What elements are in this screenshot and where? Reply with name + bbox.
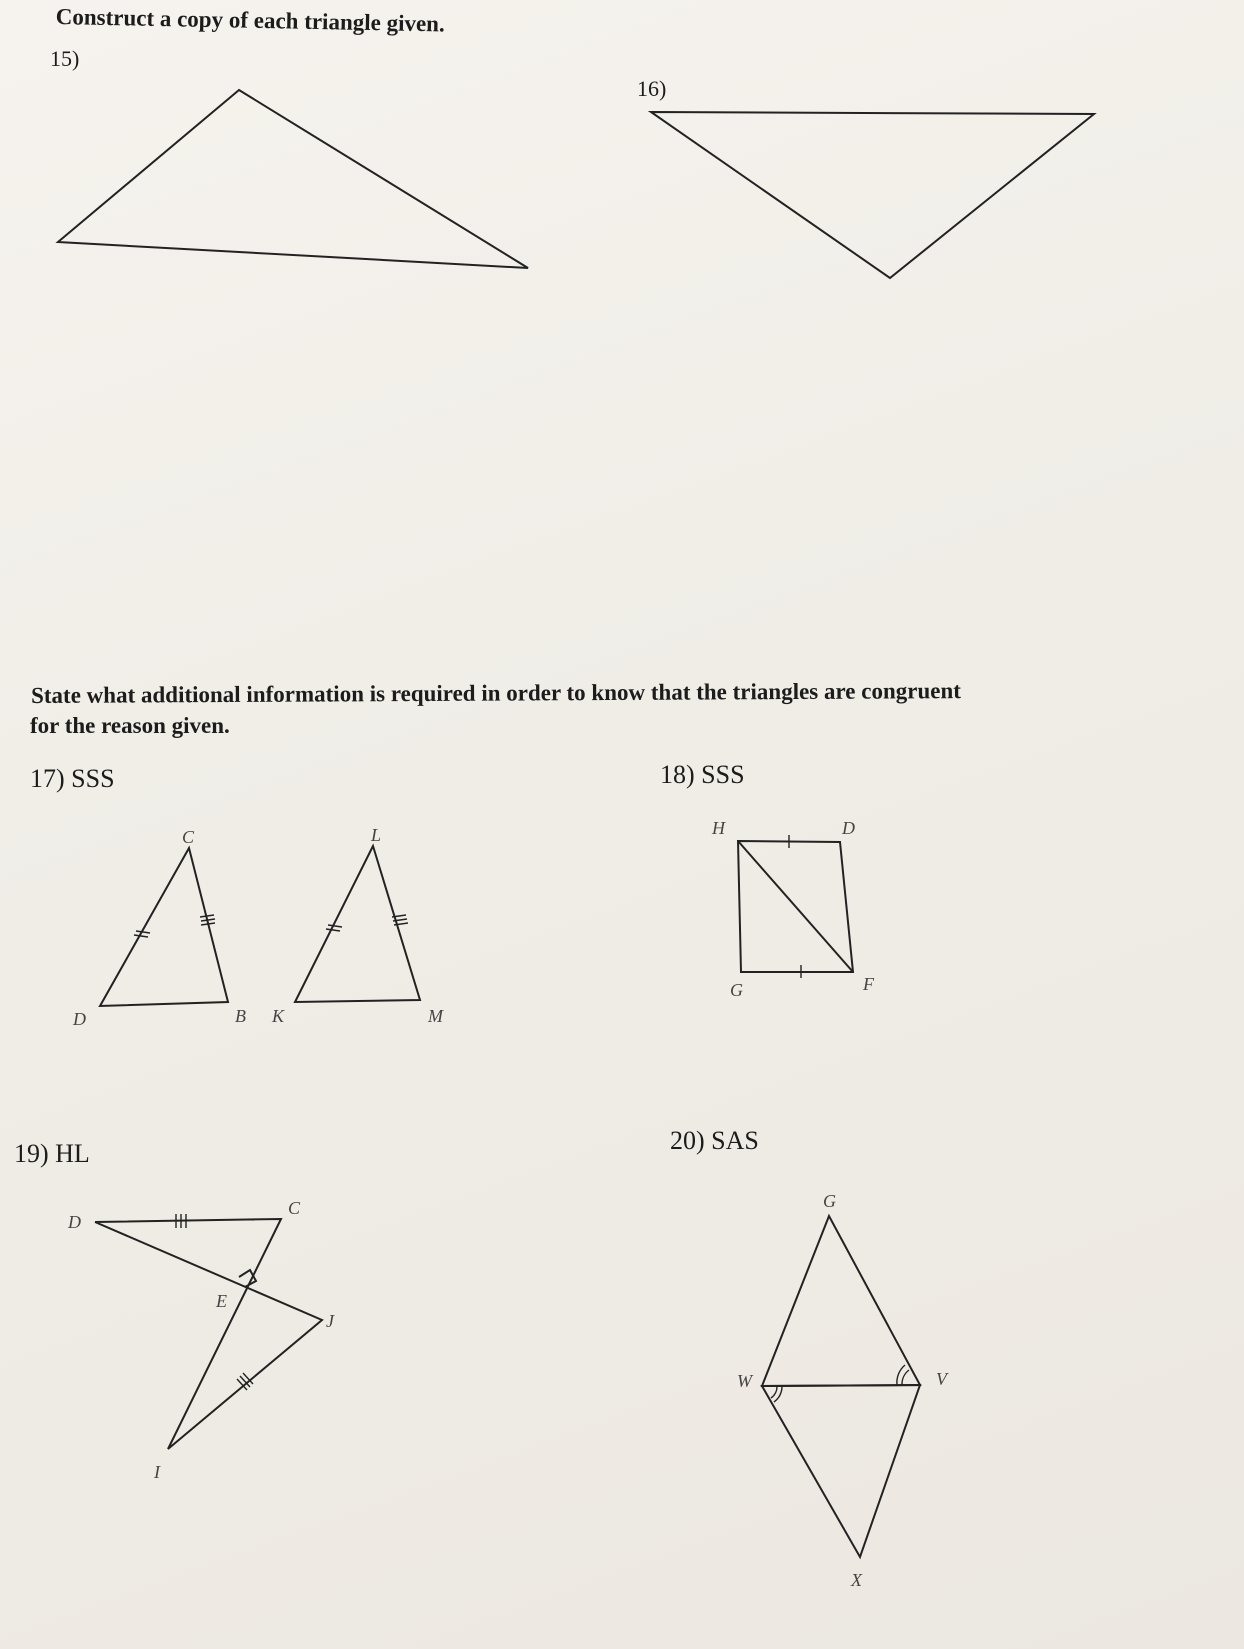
tick-marks-17 <box>134 915 408 937</box>
section2-instruction-line2: for the reason given. <box>30 713 230 738</box>
label-d: D <box>842 818 855 838</box>
triangle-wvx <box>762 1385 920 1557</box>
angle-mark-w <box>771 1386 777 1398</box>
problem-20-label: 20) SAS <box>670 1126 759 1155</box>
triangle-16 <box>651 112 1094 278</box>
tick-marks-19 <box>176 1214 253 1390</box>
label-f: F <box>863 974 874 994</box>
figure-20 <box>737 1191 949 1590</box>
section1-instruction: Construct a copy of each triangle given. <box>55 4 445 37</box>
label-c: C <box>182 827 195 847</box>
label-c: C <box>288 1198 301 1218</box>
figure-18 <box>711 818 875 1000</box>
problem-15-number: 15) <box>50 46 80 71</box>
label-l: L <box>371 825 382 845</box>
label-v: V <box>936 1369 947 1389</box>
triangles-dce-ije <box>95 1219 322 1449</box>
label-g: G <box>823 1191 836 1211</box>
label-x: X <box>851 1570 862 1590</box>
triangle-dcb <box>100 848 228 1006</box>
problem-17-label: 17) SSS <box>30 764 115 793</box>
label-d: D <box>68 1212 81 1232</box>
figure-19 <box>67 1198 335 1482</box>
label-e: E <box>216 1291 227 1311</box>
diagonal-hf <box>738 841 853 972</box>
triangle-15 <box>58 90 528 268</box>
label-k: K <box>272 1006 285 1026</box>
label-d: D <box>73 1009 86 1029</box>
triangle-gwv <box>762 1216 920 1386</box>
label-m: M <box>428 1006 443 1026</box>
problem-19-label: 19) HL <box>14 1139 90 1168</box>
problem-18-label: 18) SSS <box>660 760 745 789</box>
label-h: H <box>712 818 725 838</box>
label-g: G <box>730 980 743 1000</box>
problem-16-number: 16) <box>637 76 667 101</box>
label-i: I <box>154 1462 160 1482</box>
section2-instruction-line1: State what additional information is required in order to know that the triangles are congruent <box>31 678 961 708</box>
angle-mark-v <box>902 1370 909 1385</box>
label-b: B <box>235 1006 246 1026</box>
figure-17 <box>72 825 444 1029</box>
label-w: W <box>737 1371 752 1391</box>
label-j: J <box>326 1311 334 1331</box>
